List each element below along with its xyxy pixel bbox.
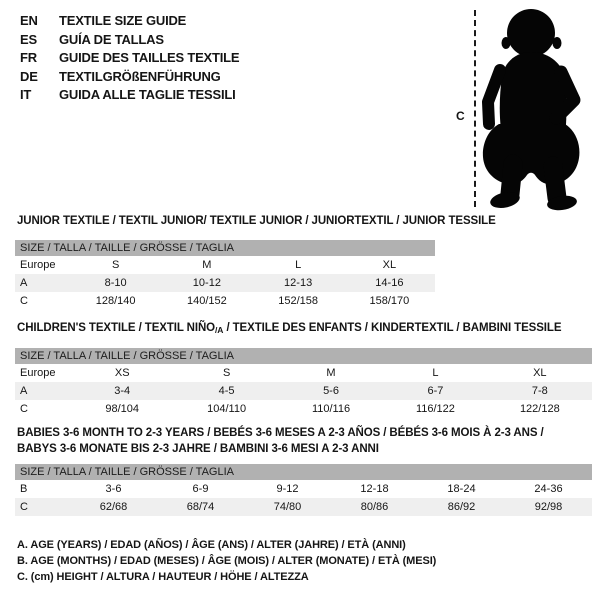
height-cell: 98/104 — [105, 403, 140, 415]
size-cell: S — [111, 259, 120, 271]
age-cell: 7-8 — [531, 385, 548, 397]
row-label: A — [20, 385, 28, 397]
height-cell: 68/74 — [186, 501, 215, 513]
children-title-pre: CHILDREN'S TEXTILE / TEXTIL NIÑO — [17, 322, 216, 334]
lang-row-es — [20, 31, 239, 50]
language-title-block — [20, 12, 239, 105]
age-cell: 10-12 — [192, 277, 221, 289]
lang-row-it — [20, 86, 239, 105]
size-cell: M — [326, 367, 336, 379]
footnote-b: B. AGE (MONTHS) / EDAD (MESES) / ÂGE (MOIS) / ALTER (MONATE) / ETÀ (MESI) — [17, 554, 437, 567]
lang-label: TEXTILGRÖßENFÜHRUNG — [59, 68, 221, 84]
age-cell: 18-24 — [447, 483, 476, 495]
table-row-age — [15, 382, 592, 400]
row-label: Europe — [20, 259, 56, 271]
height-cell: 80/86 — [360, 501, 389, 513]
height-cell: 62/68 — [99, 501, 128, 513]
row-label: C — [20, 501, 28, 513]
age-cell: 12-13 — [284, 277, 313, 289]
height-cell: 92/98 — [534, 501, 563, 513]
toddler-head — [507, 9, 555, 57]
table-row-europe — [15, 364, 592, 382]
lang-label: GUÍA DE TALLAS — [59, 31, 164, 47]
height-cell: 158/170 — [369, 295, 410, 307]
size-cell: L — [432, 367, 439, 379]
table-row-europe — [15, 256, 435, 274]
age-cell: 6-7 — [427, 385, 444, 397]
height-cell: 86/92 — [447, 501, 476, 513]
age-cell: 6-9 — [192, 483, 209, 495]
age-cell: 9-12 — [276, 483, 299, 495]
row-label: A — [20, 277, 28, 289]
children-size-table — [15, 348, 592, 418]
row-label: Europe — [20, 367, 56, 379]
table-row-height — [15, 400, 592, 418]
size-cell: M — [202, 259, 212, 271]
lang-code: EN — [20, 13, 38, 28]
height-measure-dashed-line — [474, 10, 476, 207]
lang-row-en — [20, 12, 239, 31]
lang-code: FR — [20, 50, 37, 66]
age-cell: 14-16 — [375, 277, 404, 289]
junior-size-table — [15, 240, 435, 310]
lang-code: IT — [20, 87, 32, 103]
height-cell: 140/152 — [186, 295, 227, 307]
age-cell: 5-6 — [323, 385, 339, 397]
babies-title-line1: BABIES 3-6 MONTH TO 2-3 YEARS / BEBÉS 3-6 MESES A 2-3 AÑOS / BÉBÉS 3-6 MOIS À 2-3 ANS / — [17, 427, 544, 439]
age-cell: 12-18 — [360, 483, 389, 495]
age-cell: 3-6 — [105, 483, 122, 495]
footnote-c: C. (cm) HEIGHT / ALTURA / HAUTEUR / HÖHE / ALTEZZA — [17, 570, 309, 583]
height-cell: 104/110 — [207, 403, 247, 415]
row-label: B — [20, 483, 28, 495]
age-cell: 24-36 — [534, 483, 563, 495]
row-label: C — [20, 295, 28, 307]
babies-table-title — [17, 425, 587, 457]
height-cell: 116/122 — [415, 403, 455, 415]
size-cell: XL — [533, 367, 547, 379]
babies-title-line2: BABYS 3-6 MONATE BIS 2-3 JAHRE / BAMBINI 3-6 MESI A 2-3 ANNI — [17, 443, 379, 455]
age-cell: 4-5 — [218, 385, 235, 397]
age-cell: 8-10 — [104, 277, 127, 289]
lang-label: GUIDA ALLE TAGLIE TESSILI — [59, 87, 236, 103]
table-row-age — [15, 274, 435, 292]
size-header-bar: SIZE / TALLA / TAILLE / GRÖSSE / TAGLIA — [15, 464, 592, 480]
size-header-bar: SIZE / TALLA / TAILLE / GRÖSSE / TAGLIA — [15, 240, 435, 256]
table-row-height — [15, 498, 592, 516]
size-cell: S — [222, 367, 231, 379]
toddler-leg-right — [553, 166, 557, 198]
table-row-age-months — [15, 480, 592, 498]
age-cell: 3-4 — [114, 385, 131, 397]
height-cell: 74/80 — [273, 501, 302, 513]
row-label: C — [20, 403, 28, 415]
babies-size-table — [15, 464, 592, 516]
size-cell: XS — [114, 367, 130, 379]
lang-code: ES — [20, 31, 37, 47]
lang-code: DE — [20, 68, 38, 84]
toddler-leg-left — [510, 164, 513, 194]
children-title-post: / TEXTILE DES ENFANTS / KINDERTEXTIL / BAMBINI TESSILE — [223, 322, 562, 334]
height-cell: 110/116 — [311, 403, 351, 415]
children-title-subscript: /A — [215, 325, 224, 335]
footnote-a: A. AGE (YEARS) / EDAD (AÑOS) / ÂGE (ANS) / ALTER (JAHRE) / ETÀ (ANNI) — [17, 539, 406, 551]
toddler-arm-left — [488, 70, 500, 124]
toddler-shorts — [483, 124, 580, 184]
toddler-silhouette-icon — [482, 6, 592, 211]
height-cell: 128/140 — [95, 295, 136, 307]
height-cell: 122/128 — [519, 403, 560, 415]
size-cell: XL — [382, 259, 397, 271]
lang-label: TEXTILE SIZE GUIDE — [59, 13, 187, 28]
height-cell: 152/158 — [278, 295, 318, 307]
lang-row-fr — [20, 49, 239, 68]
junior-table-title: JUNIOR TEXTILE / TEXTIL JUNIOR/ TEXTILE JUNIOR / JUNIORTEXTIL / JUNIOR TESSILE — [17, 215, 496, 227]
lang-row-de — [20, 68, 239, 87]
size-header-bar: SIZE / TALLA / TAILLE / GRÖSSE / TAGLIA — [15, 348, 592, 364]
size-cell: L — [295, 259, 302, 271]
lang-label: GUIDE DES TAILLES TEXTILE — [59, 50, 240, 66]
table-row-height — [15, 292, 435, 310]
height-measure-label-c: C — [456, 109, 465, 123]
footnotes-block — [17, 538, 436, 585]
children-table-title — [17, 322, 561, 335]
